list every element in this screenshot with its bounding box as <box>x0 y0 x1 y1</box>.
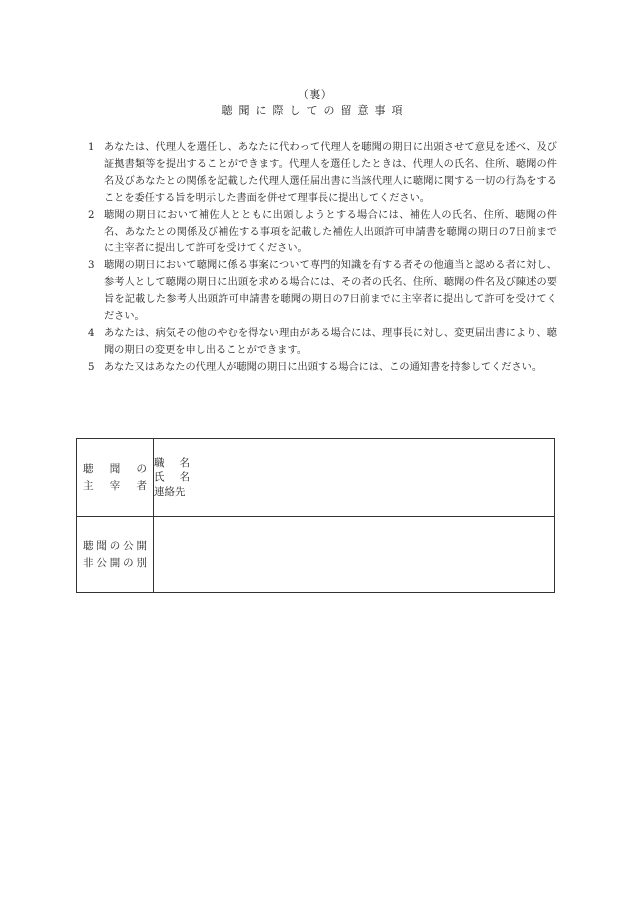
host-label-line2: 主 宰 者 <box>83 479 147 492</box>
note-number: 5 <box>88 361 95 373</box>
note-number: 1 <box>88 142 95 153</box>
host-name-label: 氏 名 <box>154 471 190 484</box>
list-item <box>84 140 557 208</box>
list-item <box>84 258 557 326</box>
host-contact-label: 連絡先 <box>154 485 186 498</box>
note-number: 2 <box>88 209 95 221</box>
note-text: あなたは、代理人を選任し、あなたに代わって代理人を聴聞の期日に出頭させて意見を述べ、及び証拠書類等を提出することができます。代理人を選任したときは、代理人の氏名、住所、聴聞の件名及びあなたとの関係を記載した代理人選任届出書に当該代理人に聴聞に関する一切の行為をすることを委任する旨を明示した書面を併せて理事長に提出してください。 <box>104 142 557 204</box>
host-name-field <box>154 470 554 485</box>
back-side-label: （裏） <box>297 88 333 101</box>
note-text: 聴聞の期日において聴聞に係る事案について専門的知識を有する者その他適当と認める者に対し、参考人として聴聞の期日に出頭を求める場合には、その者の氏名、住所、聴聞の件名及び陳述の要旨を記載した参考人出頭許可申請書を聴聞の期日の7日前までに主宰者に提出して許可を受けてください。 <box>104 260 557 323</box>
host-position-label: 職 名 <box>154 456 190 469</box>
publicity-label-cell <box>77 517 154 593</box>
note-number: 3 <box>88 260 95 272</box>
publicity-value-cell <box>154 517 555 593</box>
note-text: 聴聞の期日において補佐人とともに出頭しようとする場合には、補佐人の氏名、住所、聴聞の件名、あなたとの関係及び補佐する事項を記載した補佐人出頭許可申請書を聴聞の期日の7日前までに主宰者に提出して許可を受けてください。 <box>104 209 557 255</box>
note-number: 4 <box>88 327 95 339</box>
host-contact-field <box>154 485 554 500</box>
page-title: 聴聞に際しての留意事項 <box>221 104 409 117</box>
list-item <box>84 208 557 259</box>
note-text: あなたは、病気その他のやむを得ない理由がある場合には、理事長に対し、変更届出書により、聴聞の期日の変更を申し出ることができます。 <box>104 327 557 356</box>
hearing-info-table <box>76 438 555 593</box>
publicity-label-line1: 聴 聞 の 公 開 <box>83 539 147 552</box>
table-row <box>77 439 555 517</box>
publicity-label-line2: 非 公 開 の 別 <box>83 556 147 569</box>
note-text: あなた又はあなたの代理人が聴聞の期日に出頭する場合には、この通知書を持参してください。 <box>104 361 543 373</box>
notes-list <box>84 140 557 377</box>
host-value-cell <box>154 439 555 517</box>
table-row <box>77 517 555 593</box>
host-label-line1: 聴 聞 の <box>83 462 147 475</box>
host-position-field <box>154 456 554 471</box>
list-item <box>84 360 557 377</box>
host-label-cell <box>77 439 154 517</box>
list-item <box>84 326 557 360</box>
